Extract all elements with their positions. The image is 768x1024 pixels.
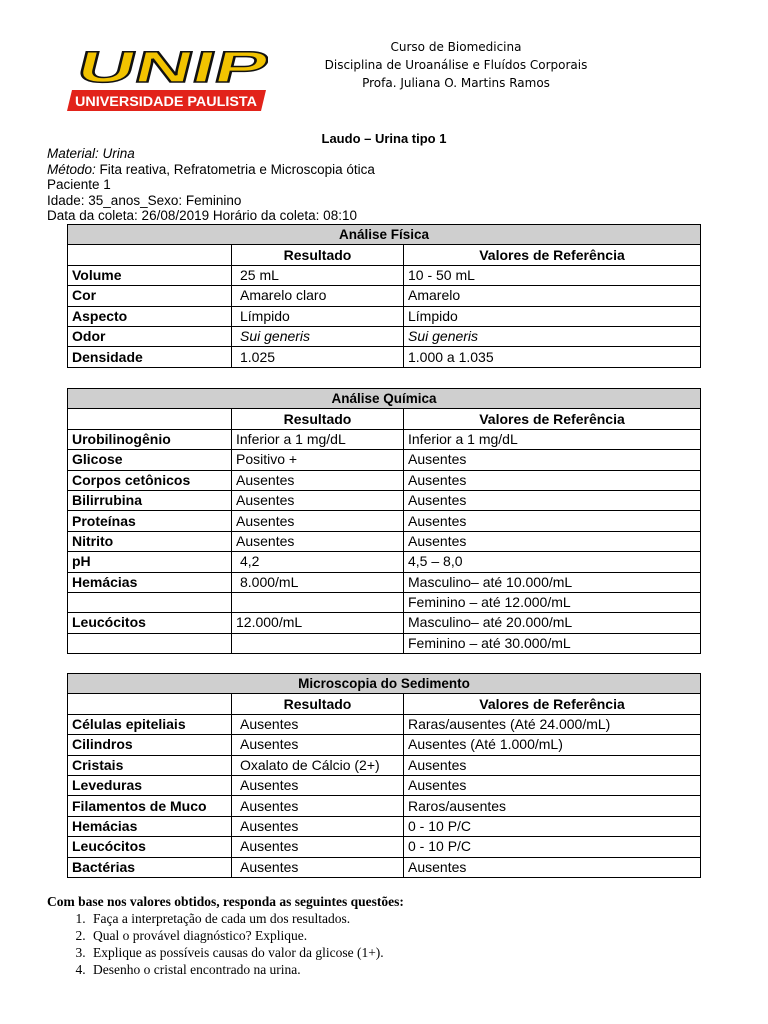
- section-title: Microscopia do Sedimento: [68, 674, 701, 694]
- table-section-header: [68, 389, 701, 409]
- patient-info: [47, 146, 375, 224]
- row-label: Densidade: [68, 347, 232, 367]
- col-result-header: Resultado: [232, 694, 404, 714]
- table-row: [68, 429, 701, 449]
- table-row: [68, 265, 701, 285]
- row-reference: Amarelo: [404, 286, 701, 306]
- row-result: Ausentes: [232, 857, 404, 877]
- table-row: [68, 714, 701, 734]
- row-label: Cor: [68, 286, 232, 306]
- table-row: [68, 511, 701, 531]
- row-result: Amarelo claro: [232, 286, 404, 306]
- course-header: [295, 38, 617, 92]
- row-reference: 0 - 10 P/C: [404, 837, 701, 857]
- row-label: Leveduras: [68, 775, 232, 795]
- table-row: [68, 816, 701, 836]
- row-result: Ausentes: [232, 735, 404, 755]
- row-label: Corpos cetônicos: [68, 470, 232, 490]
- row-label: Bactérias: [68, 857, 232, 877]
- row-result: Inferior a 1 mg/dL: [232, 429, 404, 449]
- patient-line: Paciente 1: [47, 177, 111, 192]
- row-result: Ausentes: [232, 714, 404, 734]
- row-reference: Ausentes: [404, 490, 701, 510]
- row-label: pH: [68, 552, 232, 572]
- list-item: 1. Faça a interpretação de cada um dos resultados.: [89, 910, 727, 927]
- row-label: Cilindros: [68, 735, 232, 755]
- table-row: [68, 837, 701, 857]
- table-row: [68, 755, 701, 775]
- list-item: 4. Desenho o cristal encontrado na urina.: [89, 961, 727, 978]
- row-reference: Ausentes: [404, 511, 701, 531]
- table-row: [68, 613, 701, 633]
- row-label: Urobilinogênio: [68, 429, 232, 449]
- row-reference: Raras/ausentes (Até 24.000/mL): [404, 714, 701, 734]
- method-label: Método:: [47, 161, 96, 177]
- row-reference: 10 - 50 mL: [404, 265, 701, 285]
- table-section-header: [68, 674, 701, 694]
- row-result: Ausentes: [232, 816, 404, 836]
- row-label: Bilirrubina: [68, 490, 232, 510]
- row-result: Positivo +: [232, 450, 404, 470]
- table-row: [68, 470, 701, 490]
- method-value: Fita reativa, Refratometria e Microscopia ótica: [95, 161, 375, 177]
- table-row: [68, 592, 701, 612]
- row-result: Ausentes: [232, 796, 404, 816]
- physical-analysis-table: [67, 224, 701, 368]
- row-result: Ausentes: [232, 837, 404, 857]
- table-header-row: [68, 245, 701, 265]
- row-reference: Masculino– até 20.000/mL: [404, 613, 701, 633]
- col-result-header: Resultado: [232, 245, 404, 265]
- row-result: 4,2: [232, 552, 404, 572]
- table-row: [68, 857, 701, 877]
- table-row: [68, 286, 701, 306]
- row-result: 12.000/mL: [232, 613, 404, 633]
- table-section-header: [68, 225, 701, 245]
- section-title: Análise Química: [68, 389, 701, 409]
- table-row: [68, 490, 701, 510]
- row-label: Nitrito: [68, 531, 232, 551]
- table-row: [68, 633, 701, 653]
- row-result: 8.000/mL: [232, 572, 404, 592]
- row-label: Leucócitos: [68, 613, 232, 633]
- table-row: [68, 326, 701, 346]
- row-result: Ausentes: [232, 511, 404, 531]
- table-row: [68, 796, 701, 816]
- col-reference-header: Valores de Referência: [404, 409, 701, 429]
- row-label: [68, 592, 232, 612]
- list-item: 2. Qual o provável diagnóstico? Explique.: [89, 927, 727, 944]
- chemical-analysis-table: [67, 388, 701, 654]
- row-result: [232, 633, 404, 653]
- professor-name: Profa. Juliana O. Martins Ramos: [362, 76, 550, 90]
- row-label: Proteínas: [68, 511, 232, 531]
- row-result: Sui generis: [232, 326, 404, 346]
- questions-title: Com base nos valores obtidos, responda as seguintes questões:: [47, 894, 404, 909]
- row-result: Ausentes: [232, 531, 404, 551]
- table-row: [68, 347, 701, 367]
- row-reference: Inferior a 1 mg/dL: [404, 429, 701, 449]
- row-result: 1.025: [232, 347, 404, 367]
- row-reference: 1.000 a 1.035: [404, 347, 701, 367]
- row-label: Volume: [68, 265, 232, 285]
- section-title: Análise Física: [68, 225, 701, 245]
- age-sex-line: Idade: 35_anos_Sexo: Feminino: [47, 192, 242, 208]
- table-row: [68, 531, 701, 551]
- table-row: [68, 552, 701, 572]
- row-result: Oxalato de Cálcio (2+): [232, 755, 404, 775]
- table-header-row: [68, 409, 701, 429]
- col-reference-header: Valores de Referência: [404, 245, 701, 265]
- row-label: Aspecto: [68, 306, 232, 326]
- table-row: [68, 572, 701, 592]
- row-reference: Masculino– até 10.000/mL: [404, 572, 701, 592]
- row-reference: Límpido: [404, 306, 701, 326]
- row-reference: Ausentes: [404, 531, 701, 551]
- row-reference: Ausentes (Até 1.000/mL): [404, 735, 701, 755]
- row-result: Ausentes: [232, 775, 404, 795]
- row-reference: 4,5 – 8,0: [404, 552, 701, 572]
- row-label: Cristais: [68, 755, 232, 775]
- row-label: Odor: [68, 326, 232, 346]
- col-reference-header: Valores de Referência: [404, 694, 701, 714]
- discipline-name: Disciplina de Uroanálise e Fluídos Corporais: [324, 58, 588, 72]
- report-title: Laudo – Urina tipo 1: [321, 131, 447, 146]
- course-name: Curso de Biomedicina: [390, 40, 522, 54]
- logo-brand: UNIP: [72, 44, 190, 92]
- row-result: Ausentes: [232, 490, 404, 510]
- row-reference: Raros/ausentes: [404, 796, 701, 816]
- row-label: Glicose: [68, 450, 232, 470]
- table-row: [68, 306, 701, 326]
- row-result: 25 mL: [232, 265, 404, 285]
- row-reference: Ausentes: [404, 775, 701, 795]
- row-label: Filamentos de Muco: [68, 796, 232, 816]
- table-header-row: [68, 694, 701, 714]
- row-reference: Ausentes: [404, 470, 701, 490]
- row-result: [232, 592, 404, 612]
- row-label: [68, 633, 232, 653]
- logo-subtitle: UNIVERSIDADE PAULISTA: [75, 94, 258, 109]
- row-reference: Feminino – até 12.000/mL: [404, 592, 701, 612]
- material-line: Material: Urina: [47, 146, 135, 161]
- sediment-microscopy-table: [67, 673, 701, 878]
- row-reference: Ausentes: [404, 450, 701, 470]
- collection-line: Data da coleta: 26/08/2019 Horário da coleta: 08:10: [47, 208, 357, 223]
- row-label: Hemácias: [68, 572, 232, 592]
- row-reference: Feminino – até 30.000/mL: [404, 633, 701, 653]
- unip-logo: [62, 44, 268, 114]
- table-row: [68, 450, 701, 470]
- row-reference: 0 - 10 P/C: [404, 816, 701, 836]
- questions-list: [47, 910, 727, 978]
- row-label: Células epiteliais: [68, 714, 232, 734]
- row-reference: Sui generis: [404, 326, 701, 346]
- table-row: [68, 775, 701, 795]
- table-row: [68, 735, 701, 755]
- row-result: Ausentes: [232, 470, 404, 490]
- row-reference: Ausentes: [404, 857, 701, 877]
- list-item: 3. Explique as possíveis causas do valor da glicose (1+).: [89, 944, 727, 961]
- row-label: Hemácias: [68, 816, 232, 836]
- row-label: Leucócitos: [68, 837, 232, 857]
- row-reference: Ausentes: [404, 755, 701, 775]
- row-result: Límpido: [232, 306, 404, 326]
- col-result-header: Resultado: [232, 409, 404, 429]
- questions-section: [47, 893, 727, 978]
